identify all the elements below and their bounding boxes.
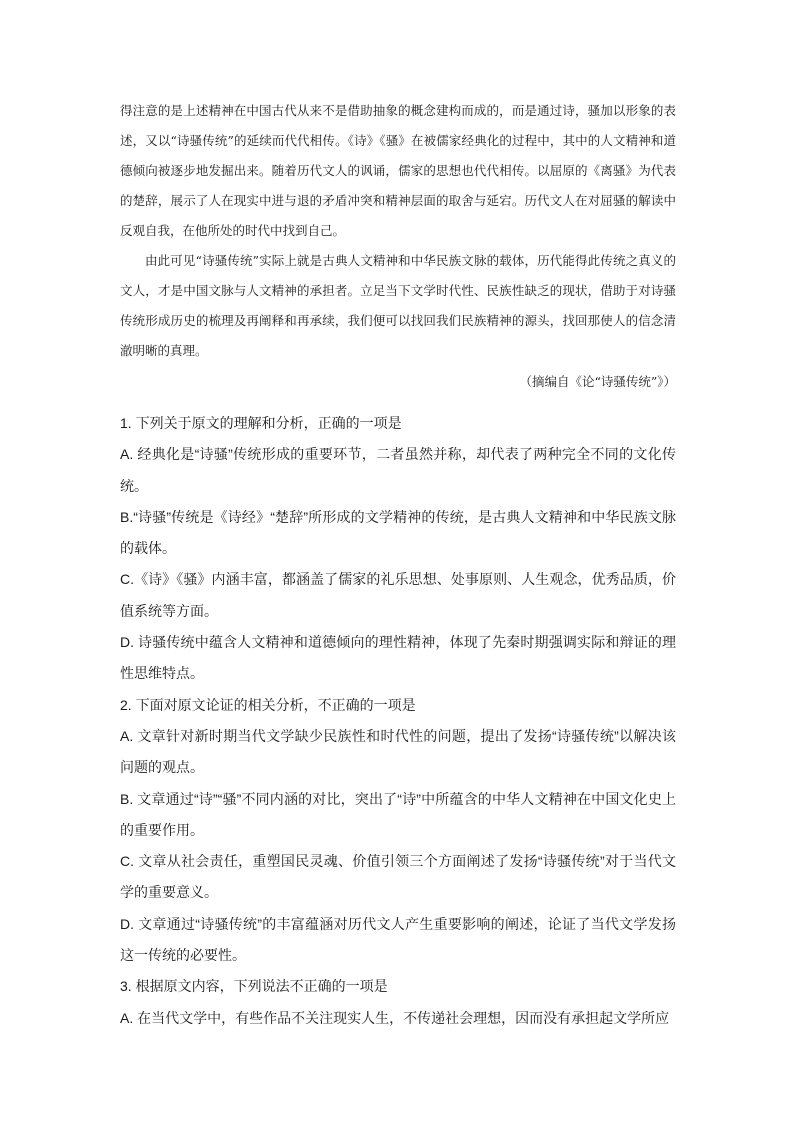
option-d: D. 文章通过“诗骚传统”的丰富蕴涵对历代文人产生重要影响的阐述，论证了当代文学发扬这一传统的必要性。 [120,915,676,964]
passage-paragraph-2: 由此可见“诗骚传统”实际上就是古典人文精神和中华民族文脉的载体，历代能得此传统之真义的文人，才是中国文脉与人文精神的承担者。立足当下文学时代性、民族性缺乏的现状，借助于对诗骚传统形成历史的梳理及再阐释和再承续，我们便可以找回我们民族精神的源头，找回那使人的信念清澈明晰的真理。 [120,253,676,358]
passage-paragraph-1: 得注意的是上述精神在中国古代从来不是借助抽象的概念建构而成的，而是通过诗，骚加以形象的表述，又以“诗骚传统”的延续而代代相传。《诗》《骚》在被儒家经典化的过程中，其中的人文精神和道德倾向被逐步地发掘出来。随着历代文人的讽诵，儒家的思想也代代相传。以屈原的《离骚》为代表的楚辞，展示了人在现实中进与退的矛盾冲突和精神层面的取舍与延宕。历代文人在对屈骚的解读中反观自我，在他所处的时代中找到自己。 [120,103,676,238]
question-stem: 1. 下列关于原文的理解和分析，正确的一项是 [120,415,402,431]
passage-section [120,96,676,397]
option-d: D. 诗骚传统中蕴含人文精神和道德倾向的理性精神，体现了先秦时期强调实际和辩证的理性思维特点。 [120,634,676,682]
option-b: B.“诗骚”传统是《诗经》“楚辞”所形成的文学精神的传统，是古典人文精神和中华民族文脉的载体。 [120,508,676,557]
option-a: A. 在当代文学中，有些作品不关注现实人生，不传递社会理想，因而没有承担起文学所应 [120,1009,670,1026]
option-c: C.《诗》《骚》内涵丰富，都涵盖了儒家的礼乐思想、处事原则、人生观念，优秀品质，价值系统等方面。 [120,571,676,619]
question-stem: 3. 根据原文内容，下列说法不正确的一项是 [120,978,388,995]
questions-section [120,408,676,1034]
option-a: A. 文章针对新时期当代文学缺少民族性和时代性的问题，提出了发扬“诗骚传统”以解决该问题的观点。 [120,727,676,776]
question-1 [120,408,676,690]
source-attribution: （摘编自《论“诗骚传统”》） [519,374,676,389]
option-c: C. 文章从社会责任，重塑国民灵魂、价值引领三个方面阐述了发扬“诗骚传统”对于当代文学的重要意义。 [120,853,676,901]
question-stem: 2. 下面对原文论证的相关分析，不正确的一项是 [120,696,416,713]
question-2 [120,690,676,972]
question-3 [120,971,676,1034]
option-b: B. 文章通过“诗”“骚”不同内涵的对比，突出了“诗”中所蕴含的中华人文精神在中国文化史上的重要作用。 [120,790,676,838]
option-a: A. 经典化是“诗骚”传统形成的重要环节，二者虽然并称，却代表了两种完全不同的文化传统。 [120,446,676,494]
